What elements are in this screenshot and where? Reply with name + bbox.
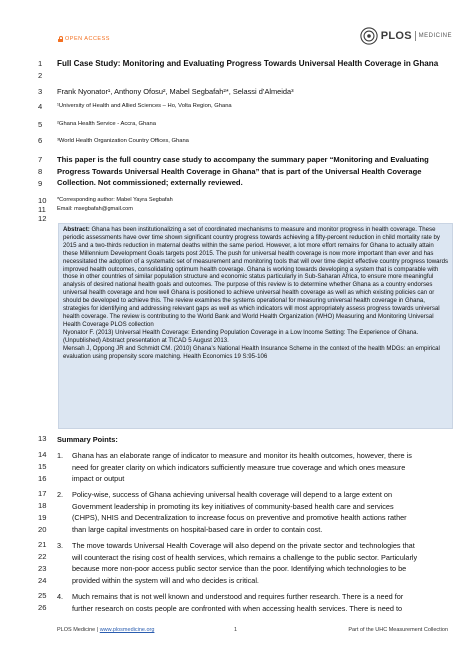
page-number: 1: [234, 627, 238, 633]
summary-point: [57, 450, 452, 485]
summary-point: [57, 591, 452, 614]
corresponding-author: *Corresponding author: Mabel Yayra Segbafah: [57, 197, 173, 203]
logo-journal: MEDICINE: [418, 33, 452, 39]
line-number: 16: [38, 474, 47, 483]
point-number: 3.: [57, 541, 64, 550]
affiliation: ¹University of Health and Allied Sciences – Ho, Volta Region, Ghana: [57, 103, 232, 109]
open-access-label: OPEN ACCESS: [65, 36, 110, 42]
logo-text: PLOS: [380, 30, 412, 42]
summary-point: [57, 540, 452, 586]
point-number: 2.: [57, 490, 64, 499]
line-number: 11: [38, 205, 46, 214]
reference: Nyonator F. (2013) Universal Health Coverage: Extending Population Coverage in a Low Income Setting: The Experience of Ghana. (Unpublished) Abstract presentation at TICAD 5 August 2013.: [63, 328, 419, 344]
line-number: 12: [38, 214, 47, 223]
plos-emblem-icon: [360, 27, 378, 45]
plos-logo: [360, 27, 452, 45]
line-number: 15: [38, 462, 47, 471]
line-number: 1: [38, 59, 43, 68]
summary-heading: Summary Points:: [57, 435, 118, 444]
footer-journal: PLOS Medicine | www.plosmedicine.org: [57, 627, 155, 633]
summary-point: [57, 489, 452, 535]
line-number: 7: [38, 155, 43, 164]
line-number: 3: [38, 87, 43, 96]
point-line: Policy-wise, success of Ghana achieving universal health coverage will depend to a large extent on: [72, 490, 393, 499]
open-access-badge: [58, 36, 110, 42]
affiliation: ³World Health Organization Country Offices, Ghana: [57, 138, 189, 144]
point-line: (CHPS), NHIS and Decentralization to increase focus on preventive and promotive health actions rather: [72, 513, 407, 523]
collection-statement: This paper is the full country case study to accompany the summary paper “Monitoring and Evaluating Progress Towards Universal Health Coverage in Ghana” that is part of the Universal Health Coverage Collection. Not commissioned; externally reviewed.: [57, 155, 429, 188]
open-lock-icon: [58, 36, 63, 42]
line-number: 19: [38, 513, 47, 522]
point-line: Much remains that is not well known and understood and requires further research. There is a need for: [72, 592, 404, 601]
point-line: will counteract the rising cost of health services, which remains a challenge to the public sector. Particularly: [72, 552, 418, 562]
line-number: 6: [38, 136, 43, 145]
point-line: impact or output: [72, 474, 125, 484]
author-email: Email: msegbafah@gmail.com: [57, 206, 133, 212]
point-line: because more non-poor access public sector service than the poor. Identifying which technologies to be: [72, 564, 407, 574]
line-number: 24: [38, 576, 47, 585]
author-list: Frank Nyonator¹, Anthony Ofosu², Mabel Segbafah²*, Selassi d’Almeida³: [57, 87, 294, 96]
abstract-label: Abstract:: [63, 226, 90, 233]
line-number: 2: [38, 71, 43, 80]
line-number: 5: [38, 120, 43, 129]
line-number: 10: [38, 196, 47, 205]
point-line: need for greater clarity on which indicators sufficiently measure true coverage and which ones measure: [72, 462, 406, 472]
point-line: Ghana has an elaborate range of indicator to measure and monitor its health outcomes, however, there is: [72, 451, 412, 460]
point-number: 1.: [57, 451, 64, 460]
line-number: 20: [38, 525, 47, 534]
point-line: Government leadership in promoting its key initiatives of community-based health care and services: [72, 501, 394, 511]
footer-collection: Part of the UHC Measurement Collection: [348, 627, 448, 633]
paper-title: Full Case Study: Monitoring and Evaluating Progress Towards Universal Health Coverage in Ghana: [57, 59, 439, 68]
line-number: 17: [38, 489, 47, 498]
line-number: 13: [38, 434, 47, 443]
line-number: 25: [38, 591, 47, 600]
line-number: 18: [38, 501, 47, 510]
point-line: provided within the system will and who decides is critical.: [72, 575, 259, 585]
logo-divider: [415, 31, 416, 41]
abstract-box: [58, 223, 453, 429]
point-line: than large capital investments on hospital-based care in order to contain cost.: [72, 524, 323, 534]
point-number: 4.: [57, 592, 64, 601]
point-line: further research on costs people are confronted with when accessing health services. There is need to: [72, 603, 403, 613]
journal-url-link[interactable]: www.plosmedicine.org: [99, 627, 155, 633]
point-line: The move towards Universal Health Coverage will also depend on the private sector and technologies that: [72, 541, 415, 550]
abstract-paragraph: [63, 226, 448, 329]
reference: Mensah J, Oppong JR and Schmidt CM. (2010) Ghana’s National Health Insurance Scheme in the context of the health MDGs: an empirical evaluation using propensity score matching. Health Economics 19 S:95-106: [63, 344, 440, 360]
line-number: 8: [38, 167, 43, 176]
line-number: 9: [38, 179, 43, 188]
line-number: 26: [38, 603, 47, 612]
line-number: 23: [38, 564, 47, 573]
line-number: 4: [38, 102, 43, 111]
line-number: 21: [38, 540, 47, 549]
line-number: 14: [38, 450, 47, 459]
affiliation: ²Ghana Health Service - Accra, Ghana: [57, 121, 156, 127]
abstract-text: Ghana has been institutionalizing a set of coordinated mechanisms to measure and monitor progress in health coverage. These periodic assessments have over time shown significant country progress towards achieving a fifty-percent reduction in child mortality rate by 2015 and a two-thirds reduction in maternal deaths within the same period. However, a lot more effort remains for Ghana to actually attain these Millennium Development Goals targets post 2015. The push for universal health coverage is now more important than ever and has necessitated the adoption of a systematic set of measurement and monitoring tools that will over time depict effective country progress towards improved health outcomes, consolidating optimum health coverage. Ghana is working towards developing a system that is comparable with those in other countries of similar population structure and economic status particularly in Sub-Saharan Africa, to ensure more meaningful analysis of desired national health goals and outcomes. The purpose of this review is to determine whether Ghana as a country endorses universal health coverage and how well Ghana is positioned to achieve universal health coverage as well as which existing policies can or should be developed to achieve this. The review examines the systems operational for measuring universal health coverage in Ghana, strategies for identifying and addressing relevant gaps as well as which indicators will most appropriately assess progress towards universal health coverage. The review is contributing to the World Bank and World Health Organization (WHO) Measuring and Monitoring Universal Health Coverage PLOS collection: [63, 226, 449, 328]
line-number: 22: [38, 552, 47, 561]
